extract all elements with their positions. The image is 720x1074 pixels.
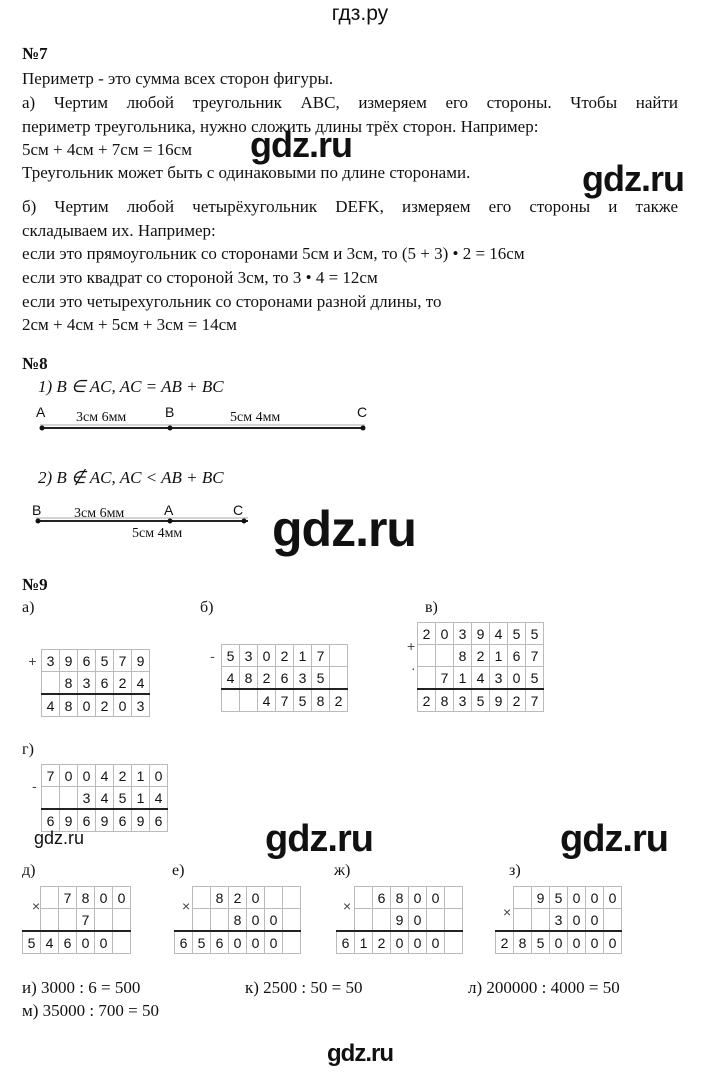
column-addition-a bbox=[24, 649, 150, 717]
case2-point-3: C bbox=[233, 502, 244, 518]
digit: 3 bbox=[490, 667, 508, 690]
digit: 1 bbox=[490, 645, 508, 667]
case1-seg2-label: 5см 4мм bbox=[230, 410, 281, 425]
case1-point-3: C bbox=[357, 404, 368, 420]
digit: 7 bbox=[526, 645, 544, 667]
watermark: gdz.ru bbox=[250, 124, 352, 165]
digit: 5 bbox=[526, 623, 544, 645]
op-times-z: × bbox=[503, 904, 512, 920]
digit bbox=[211, 909, 229, 932]
column-multiplication-zh bbox=[336, 886, 463, 954]
digit bbox=[427, 909, 445, 932]
digit bbox=[445, 887, 463, 909]
op-dot-v: · bbox=[411, 660, 416, 676]
column-subtraction-b bbox=[204, 644, 348, 712]
op-times-e: × bbox=[182, 898, 191, 914]
watermark: gdz.ru bbox=[265, 818, 373, 860]
digit: 9 bbox=[472, 623, 490, 645]
digit: 4 bbox=[41, 931, 59, 954]
digit bbox=[42, 787, 60, 810]
digit: 8 bbox=[312, 689, 330, 712]
digit: 6 bbox=[211, 931, 229, 954]
digit: 0 bbox=[508, 667, 526, 690]
case1-segment-line bbox=[30, 420, 370, 434]
digit: 9 bbox=[490, 689, 508, 712]
digit: 0 bbox=[77, 931, 95, 954]
digit: 3 bbox=[78, 787, 96, 810]
digit: 0 bbox=[427, 887, 445, 909]
digit: 2 bbox=[418, 623, 436, 645]
digit: 6 bbox=[337, 931, 355, 954]
op-times-zh: × bbox=[343, 898, 352, 914]
task-7-a-line1: а) Чертим любой треугольник ABC, измеряем его стороны. Чтобы найти bbox=[22, 93, 678, 112]
case1-point-2: B bbox=[165, 404, 175, 420]
digit bbox=[41, 909, 59, 932]
digit: 0 bbox=[409, 909, 427, 932]
digit: 3 bbox=[132, 694, 150, 717]
digit: 7 bbox=[59, 887, 77, 909]
label-z: з) bbox=[509, 862, 521, 879]
digit: 3 bbox=[78, 672, 96, 695]
digit bbox=[60, 787, 78, 810]
digit: 9 bbox=[96, 809, 114, 832]
digit: 4 bbox=[490, 623, 508, 645]
digit: 5 bbox=[532, 931, 550, 954]
digit bbox=[95, 909, 113, 932]
digit: 6 bbox=[96, 672, 114, 695]
digit: 6 bbox=[276, 667, 294, 690]
column-multiplication-z bbox=[495, 886, 622, 954]
digit: 8 bbox=[60, 672, 78, 695]
digit: 0 bbox=[550, 931, 568, 954]
case2-point-2: A bbox=[164, 502, 174, 518]
digit: 5 bbox=[222, 645, 240, 667]
task-8-title: №8 bbox=[22, 354, 48, 373]
digit bbox=[113, 909, 131, 932]
digit: 6 bbox=[508, 645, 526, 667]
digit: 9 bbox=[391, 909, 409, 932]
digit: 2 bbox=[472, 645, 490, 667]
digit: 0 bbox=[427, 931, 445, 954]
digit: 3 bbox=[42, 650, 60, 672]
digit: 3 bbox=[294, 667, 312, 690]
task-7-intro: Периметр - это сумма всех сторон фигуры. bbox=[22, 69, 334, 88]
digit: 0 bbox=[247, 887, 265, 909]
digit: 0 bbox=[258, 645, 276, 667]
digit: 1 bbox=[355, 931, 373, 954]
task-7-a-line2: периметр треугольника, нужно сложить длины трёх сторон. Например: bbox=[22, 117, 539, 136]
task-7-b-line6: 2см + 4см + 5см + 3см = 14см bbox=[22, 315, 237, 334]
digit bbox=[222, 689, 240, 712]
column-multiplication-e bbox=[174, 886, 301, 954]
digit: 0 bbox=[265, 931, 283, 954]
digit: 0 bbox=[604, 887, 622, 909]
task-7-title: №7 bbox=[22, 44, 48, 63]
digit: 9 bbox=[532, 887, 550, 909]
digit: 0 bbox=[586, 931, 604, 954]
digit bbox=[355, 887, 373, 909]
column-multiplication-d bbox=[22, 886, 131, 954]
digit: 7 bbox=[42, 765, 60, 787]
digit: 1 bbox=[454, 667, 472, 690]
digit: 2 bbox=[496, 931, 514, 954]
task-7-b-line5: если это четырехугольник со сторонами разной длины, то bbox=[22, 292, 442, 311]
digit: 2 bbox=[229, 887, 247, 909]
digit: 3 bbox=[454, 623, 472, 645]
label-v: в) bbox=[425, 599, 438, 616]
digit: 4 bbox=[132, 672, 150, 695]
digit: 0 bbox=[95, 887, 113, 909]
digit: 0 bbox=[229, 931, 247, 954]
watermark: gdz.ru bbox=[34, 828, 85, 848]
digit: 5 bbox=[193, 931, 211, 954]
digit: 0 bbox=[409, 887, 427, 909]
digit: 2 bbox=[508, 689, 526, 712]
site-title: гдз.ру bbox=[331, 2, 389, 25]
task-7-a-line3: 5см + 4см + 7см = 16см bbox=[22, 140, 192, 159]
watermark: gdz.ru bbox=[327, 1040, 393, 1067]
digit: 1 bbox=[132, 787, 150, 810]
digit bbox=[604, 909, 622, 932]
digit bbox=[42, 672, 60, 695]
digit: 0 bbox=[586, 909, 604, 932]
digit bbox=[514, 909, 532, 932]
digit: 0 bbox=[568, 909, 586, 932]
digit: 0 bbox=[114, 694, 132, 717]
division-i: и) 3000 : 6 = 500 bbox=[22, 978, 141, 997]
digit: 8 bbox=[229, 909, 247, 932]
digit: 3 bbox=[550, 909, 568, 932]
digit: 8 bbox=[436, 689, 454, 712]
digit bbox=[41, 887, 59, 909]
digit: 6 bbox=[114, 809, 132, 832]
digit: 7 bbox=[436, 667, 454, 690]
digit: 7 bbox=[276, 689, 294, 712]
digit: 6 bbox=[150, 809, 168, 832]
label-d: д) bbox=[22, 862, 36, 879]
digit bbox=[418, 645, 436, 667]
digit bbox=[265, 887, 283, 909]
digit bbox=[532, 909, 550, 932]
digit: 2 bbox=[114, 672, 132, 695]
digit bbox=[445, 909, 463, 932]
digit bbox=[283, 909, 301, 932]
digit: 0 bbox=[247, 909, 265, 932]
digit: 5 bbox=[294, 689, 312, 712]
digit: 2 bbox=[330, 689, 348, 712]
case1-point-1: A bbox=[36, 404, 46, 420]
label-b: б) bbox=[200, 599, 214, 616]
label-e: е) bbox=[172, 862, 185, 879]
digit: 2 bbox=[114, 765, 132, 787]
digit: 4 bbox=[96, 787, 114, 810]
digit: 1 bbox=[132, 765, 150, 787]
task-7-b-line3: если это прямоугольник со сторонами 5см и 3см, то (5 + 3) • 2 = 16см bbox=[22, 244, 525, 263]
label-g: г) bbox=[22, 741, 34, 758]
digit: 7 bbox=[526, 689, 544, 712]
case1-seg1-label: 3см 6мм bbox=[76, 410, 127, 425]
digit: 9 bbox=[132, 650, 150, 672]
digit: 5 bbox=[526, 667, 544, 690]
digit: 2 bbox=[258, 667, 276, 690]
digit: 0 bbox=[78, 694, 96, 717]
digit: 5 bbox=[114, 787, 132, 810]
digit: 8 bbox=[211, 887, 229, 909]
digit: 3 bbox=[454, 689, 472, 712]
digit bbox=[355, 909, 373, 932]
digit: 7 bbox=[312, 645, 330, 667]
digit bbox=[514, 887, 532, 909]
digit: 5 bbox=[472, 689, 490, 712]
digit: 8 bbox=[77, 887, 95, 909]
case2-seg1-label: 3см 6мм bbox=[74, 506, 125, 521]
digit: 6 bbox=[78, 650, 96, 672]
op-minus-g: - bbox=[32, 778, 37, 794]
digit: 0 bbox=[436, 623, 454, 645]
case2-formula: 2) B ∉ AC, AC < AB + BC bbox=[38, 468, 224, 487]
digit: 6 bbox=[42, 809, 60, 832]
digit bbox=[59, 909, 77, 932]
digit: 0 bbox=[604, 931, 622, 954]
digit: 0 bbox=[409, 931, 427, 954]
task-7-a-line4: Треугольник может быть с одинаковыми по длине сторонами. bbox=[22, 163, 471, 182]
digit: 1 bbox=[294, 645, 312, 667]
digit: 8 bbox=[60, 694, 78, 717]
digit: 2 bbox=[418, 689, 436, 712]
digit bbox=[436, 645, 454, 667]
digit: 4 bbox=[42, 694, 60, 717]
digit: 8 bbox=[391, 887, 409, 909]
watermark: gdz.ru bbox=[272, 501, 416, 557]
digit: 0 bbox=[113, 887, 131, 909]
digit: 9 bbox=[132, 809, 150, 832]
task-7-b-line2: складываем их. Например: bbox=[22, 221, 216, 240]
digit: 0 bbox=[568, 931, 586, 954]
digit: 2 bbox=[96, 694, 114, 717]
case1-formula: 1) B ∈ AC, AC = AB + BC bbox=[38, 377, 224, 396]
digit: 4 bbox=[472, 667, 490, 690]
digit: 8 bbox=[240, 667, 258, 690]
digit bbox=[373, 909, 391, 932]
case2-seg2-label: 5см 4мм bbox=[132, 526, 183, 541]
digit bbox=[418, 667, 436, 690]
digit bbox=[193, 887, 211, 909]
digit: 7 bbox=[77, 909, 95, 932]
digit: 7 bbox=[114, 650, 132, 672]
label-a: а) bbox=[22, 599, 35, 616]
op: + bbox=[28, 652, 37, 669]
digit: 6 bbox=[59, 931, 77, 954]
digit bbox=[240, 689, 258, 712]
digit: 6 bbox=[373, 887, 391, 909]
division-l: л) 200000 : 4000 = 50 bbox=[468, 978, 620, 997]
column-subtraction-g bbox=[24, 764, 168, 832]
digit: 3 bbox=[240, 645, 258, 667]
digit: 4 bbox=[96, 765, 114, 787]
label-zh: ж) bbox=[334, 862, 351, 879]
digit: 5 bbox=[23, 931, 41, 954]
digit: 5 bbox=[508, 623, 526, 645]
digit: 9 bbox=[60, 809, 78, 832]
digit: 0 bbox=[265, 909, 283, 932]
digit bbox=[193, 909, 211, 932]
digit: 2 bbox=[276, 645, 294, 667]
digit: 2 bbox=[373, 931, 391, 954]
digit: 4 bbox=[258, 689, 276, 712]
digit: 8 bbox=[454, 645, 472, 667]
division-m: м) 35000 : 700 = 50 bbox=[22, 1001, 159, 1020]
op-plus-v: + bbox=[407, 638, 416, 654]
digit: 6 bbox=[175, 931, 193, 954]
task-7-b-line4: если это квадрат со стороной 3см, то 3 • 4 = 12см bbox=[22, 268, 378, 287]
digit bbox=[283, 887, 301, 909]
digit: 0 bbox=[391, 931, 409, 954]
digit: 5 bbox=[96, 650, 114, 672]
case2-point-1: B bbox=[32, 502, 42, 518]
digit: 0 bbox=[78, 765, 96, 787]
digit: 5 bbox=[550, 887, 568, 909]
watermark: gdz.ru bbox=[560, 818, 668, 860]
digit: 6 bbox=[78, 809, 96, 832]
digit: 5 bbox=[312, 667, 330, 690]
digit: 9 bbox=[60, 650, 78, 672]
task-7-b-line1: б) Чертим любой четырёхугольник DEFK, измеряем его стороны и также bbox=[22, 197, 678, 216]
digit: 4 bbox=[222, 667, 240, 690]
op: - bbox=[210, 647, 215, 664]
digit: 0 bbox=[95, 931, 113, 954]
digit: 0 bbox=[60, 765, 78, 787]
column-addition-v bbox=[400, 622, 544, 712]
task-9-title: №9 bbox=[22, 575, 48, 594]
digit: 0 bbox=[247, 931, 265, 954]
op-times-d: × bbox=[32, 898, 41, 914]
digit: 8 bbox=[514, 931, 532, 954]
digit: 4 bbox=[150, 787, 168, 810]
digit: 0 bbox=[150, 765, 168, 787]
watermark: gdz.ru bbox=[582, 158, 684, 199]
digit: 0 bbox=[568, 887, 586, 909]
division-k: к) 2500 : 50 = 50 bbox=[245, 978, 363, 997]
digit: 0 bbox=[586, 887, 604, 909]
